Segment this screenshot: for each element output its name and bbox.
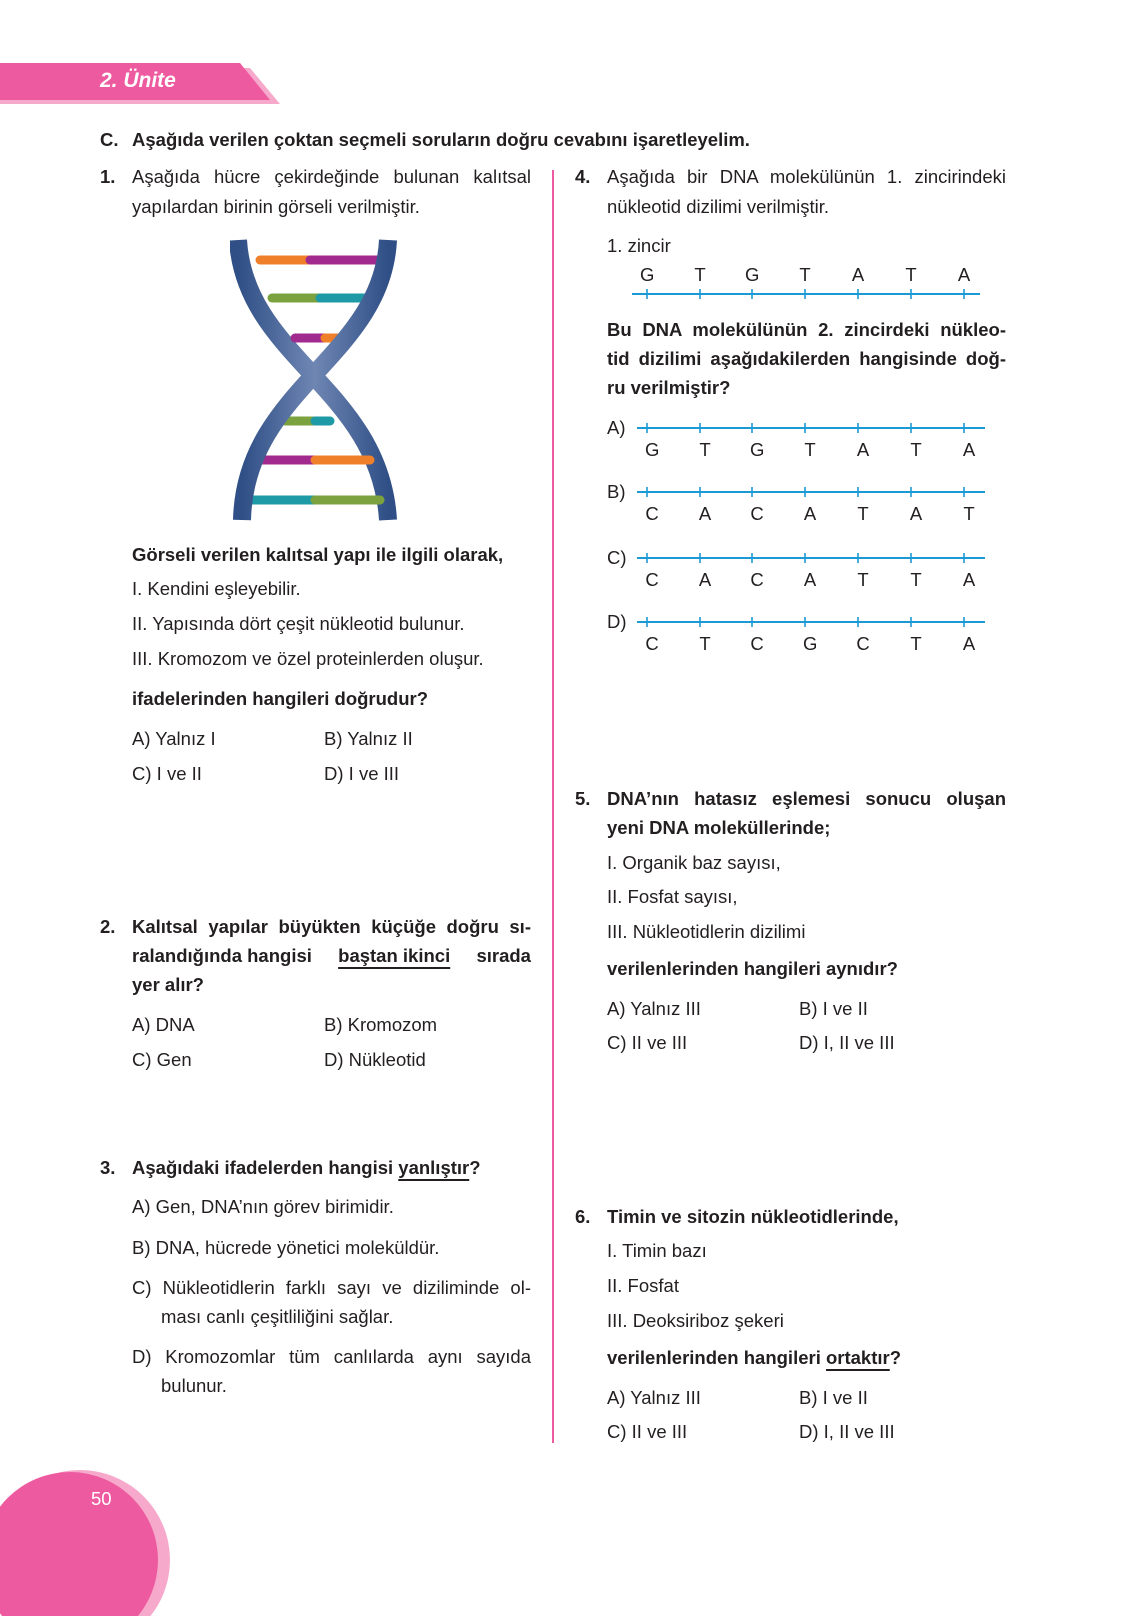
section-label: C. [100,129,119,150]
option-d[interactable]: D) I, II ve III [799,1032,895,1053]
statement: II. Yapısında dört çeşit nükleotid bulunur. [132,613,465,634]
text: verilenlerinden hangileri [607,1347,826,1368]
base-letter: A [698,569,712,590]
option-c-cont[interactable]: ması canlı çeşitliliğini sağlar. [161,1306,394,1327]
question-text: yapılardan birinin görseli verilmiştir. [132,196,420,217]
base-letter: C [856,633,870,654]
base-letter: G [640,264,655,285]
base-letter: T [699,439,711,460]
base-letter: A [962,439,976,460]
question-text: Timin ve sitozin nükleotidlerinde, [607,1206,899,1227]
base-letter: A [698,503,712,524]
statement: III. Kromozom ve özel proteinlerden oluşur. [132,648,484,669]
base-letter: T [910,569,922,590]
question-number: 4. [575,166,591,187]
option-a[interactable]: A) Yalnız III [607,998,701,1019]
question-number: 2. [100,916,116,937]
question-number: 3. [100,1157,116,1178]
question-text [132,1157,481,1179]
page-number: 50 [91,1488,112,1509]
statement: I. Organik baz sayısı, [607,852,781,873]
statement: II. Fosfat [607,1275,679,1296]
option-c[interactable]: C) Nükleotidlerin farklı sayı ve diziliminde ol- [132,1277,531,1298]
base-letter: C [645,633,659,654]
page-number-tab [0,1460,180,1616]
base-letter: G [803,633,818,654]
base-letter: A [803,569,817,590]
chain-label: 1. zincir [607,235,671,256]
question-stem: tid dizilimi aşağıdakilerden hangisinde doğ- [607,348,1006,369]
unit-title: 2. Ünite [100,69,176,92]
section-title: Aşağıda verilen çoktan seçmeli soruların doğru cevabını işaretleyelim. [132,129,750,150]
base-letter: A [851,264,865,285]
question-stem: Görseli verilen kalıtsal yapı ile ilgili olarak, [132,544,504,565]
question-text: Aşağıda hücre çekirdeğinde bulunan kalıtsal [132,166,531,187]
base-letter: T [694,264,706,285]
question-text: nükleotid dizilimi verilmiştir. [607,196,830,217]
option-b[interactable]: B) Yalnız II [324,728,413,749]
question-text: DNA’nın hatasız eşlemesi sonucu oluşan [607,788,1006,809]
option-b[interactable]: B) [607,481,626,502]
base-letter: C [750,569,764,590]
text: sırada [476,945,531,966]
question-prompt: verilenlerinden hangileri aynıdır? [607,958,898,979]
statement: III. Nükleotidlerin dizilimi [607,921,806,942]
option-b[interactable]: B) I ve II [799,1387,868,1408]
text: ralandığında hangisi [132,945,312,966]
option-a[interactable]: A) Yalnız III [607,1387,701,1408]
option-c[interactable]: C) II ve III [607,1032,688,1053]
base-letter: T [910,633,922,654]
question-stem: ru verilmiştir? [607,377,731,398]
base-letter: T [799,264,811,285]
option-a[interactable]: A) DNA [132,1014,195,1035]
option-c[interactable]: C) [607,547,627,568]
base-letter: T [910,439,922,460]
statement: I. Timin bazı [607,1240,707,1261]
base-letter: A [962,633,976,654]
question-text: yeni DNA moleküllerinde; [607,817,831,838]
question-text: Aşağıda bir DNA molekülünün 1. zincirindeki [607,166,1006,187]
question-number: 6. [575,1206,591,1227]
base-letter: T [857,569,869,590]
option-d[interactable]: D) [607,611,627,632]
option-c[interactable]: C) Gen [132,1049,192,1070]
question-prompt [607,1347,901,1369]
option-d-cont[interactable]: bulunur. [161,1375,227,1396]
base-letter: A [803,503,817,524]
base-letter: T [857,503,869,524]
text: ? [889,1347,902,1368]
base-letter: C [750,503,764,524]
option-c[interactable]: C) I ve II [132,763,202,784]
base-letter: A [909,503,923,524]
statement: II. Fosfat sayısı, [607,886,738,907]
base-letter: C [750,633,764,654]
base-letter: C [645,569,659,590]
option-b[interactable]: B) Kromozom [324,1014,438,1035]
dna-double-helix-image [230,238,400,523]
option-d[interactable]: D) Nükleotid [324,1049,426,1070]
base-letter: A [962,569,976,590]
base-letter: G [750,439,765,460]
base-letter: T [699,633,711,654]
question-text [132,945,531,967]
question-text: yer alır? [132,974,204,995]
base-letter: A [957,264,971,285]
statement: I. Kendini eşleyebilir. [132,578,301,599]
question-prompt: ifadelerinden hangileri doğrudur? [132,688,429,709]
option-d[interactable]: D) Kromozomlar tüm canlılarda aynı sayıda [132,1346,531,1367]
option-d[interactable]: D) I ve III [324,763,400,784]
question-number: 1. [100,166,116,187]
option-a[interactable]: A) Yalnız I [132,728,216,749]
statement: III. Deoksiriboz şekeri [607,1310,784,1331]
underlined-text: yanlıştır [398,1157,470,1178]
question-number: 5. [575,788,591,809]
text: Aşağıdaki ifadelerden hangisi [132,1157,399,1178]
base-letter: T [963,503,975,524]
underlined-text: ortaktır [825,1347,890,1368]
question-text: Kalıtsal yapılar büyükten küçüğe doğru sı- [132,916,531,937]
option-b[interactable]: B) DNA, hücrede yönetici moleküldür. [132,1237,440,1258]
base-letter: G [745,264,760,285]
base-letter: C [645,503,659,524]
column-divider [552,170,554,1443]
option-d[interactable]: D) I, II ve III [799,1421,895,1442]
text: ? [469,1157,481,1178]
base-letter: T [804,439,816,460]
base-letter: T [905,264,917,285]
option-a[interactable]: A) [607,417,626,438]
underlined-text: baştan ikinci [338,945,451,966]
option-c[interactable]: C) II ve III [607,1421,688,1442]
option-b[interactable]: B) I ve II [799,998,868,1019]
base-letter: G [645,439,660,460]
base-letter: A [856,439,870,460]
question-stem: Bu DNA molekülünün 2. zincirdeki nükleo- [607,319,1006,340]
option-a[interactable]: A) Gen, DNA’nın görev birimidir. [132,1196,394,1217]
